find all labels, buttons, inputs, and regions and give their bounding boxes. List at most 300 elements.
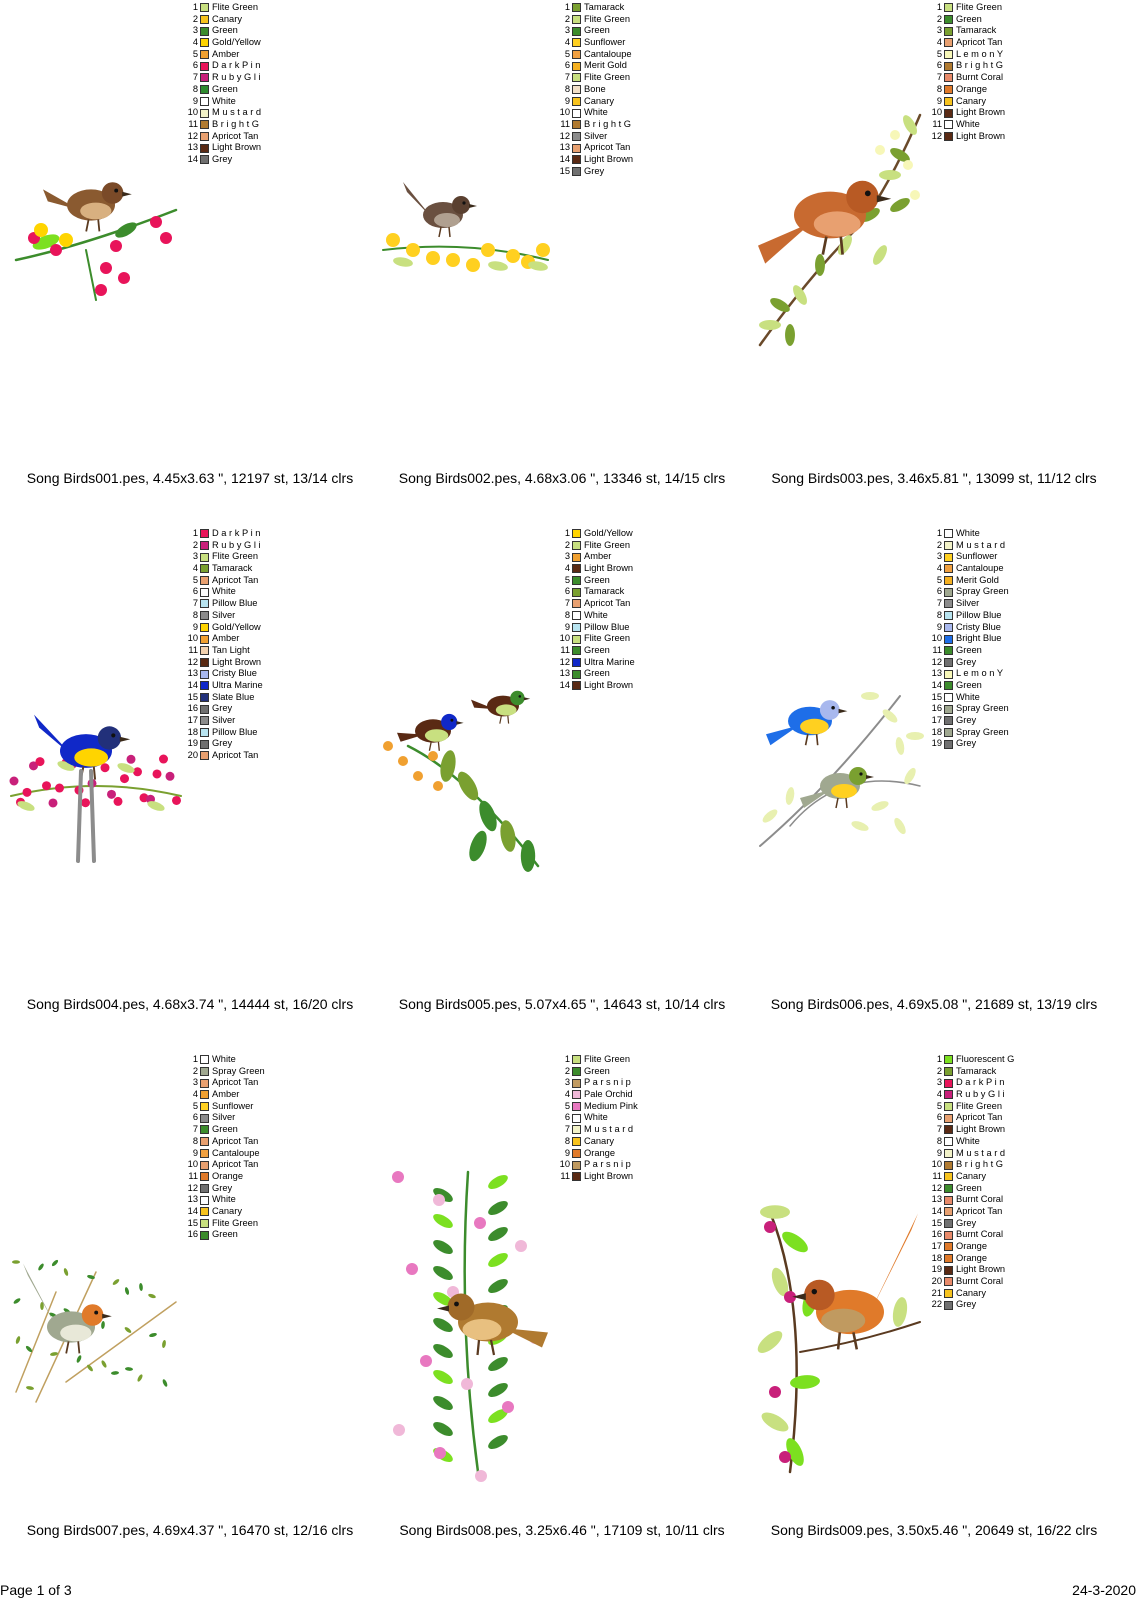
thread-color-name: Silver [212,715,236,725]
thread-color-name: Silver [212,609,236,620]
thread-color-name: Flite Green [584,633,630,644]
thread-color-name: Grey [956,656,977,667]
thread-color-item [558,1148,638,1160]
thread-color-item [930,1101,1014,1113]
leaf-shape [761,807,780,825]
thread-color-name: Green [956,13,982,24]
thread-number: 6 [564,1112,570,1123]
thread-color-item [930,551,1009,563]
thread-color-name: P a r s n i p [584,1077,631,1088]
thread-swatch [572,62,581,71]
thread-number: 12 [187,656,198,667]
thread-color-list [186,1054,265,1241]
thread-color-item [930,1288,1014,1300]
thread-color-name: Light Brown [584,153,634,164]
flower-shape [433,1194,445,1206]
thread-swatch [200,1184,209,1193]
thread-number: 8 [936,1135,942,1146]
thread-color-name: Green [212,83,238,94]
thread-swatch [944,85,953,94]
thread-swatch [200,705,209,714]
flower-shape [114,797,123,806]
thread-number: 6 [936,1112,942,1123]
thread-number: 16 [187,1229,198,1240]
thread-color-name: Sunflower [212,1100,254,1111]
thread-number: 5 [564,48,570,59]
flower-shape [160,232,172,244]
thread-swatch [944,658,953,667]
thread-color-name: Cantaloupe [212,1147,260,1158]
thread-color-item [186,1148,265,1160]
thread-swatch [572,623,581,632]
thread-number: 15 [559,165,570,176]
thread-color-name: Apricot Tan [584,598,631,609]
thread-number: 14 [187,1205,198,1216]
thread-number: 10 [931,633,942,644]
thread-color-name: M u s t a r d [956,539,1006,550]
bird-belly-shape [821,1309,865,1333]
thread-swatch [200,658,209,667]
thread-number: 4 [192,563,198,574]
thread-color-name: Pillow Blue [956,609,1002,620]
thread-color-name: B r i g h t G [956,60,1004,71]
thread-color-item [930,1112,1014,1124]
thread-color-name: Canary [956,95,986,106]
thread-color-name: Burnt Coral [956,1229,1004,1240]
design-cell [372,526,752,1062]
flower-shape [420,1355,432,1367]
thread-color-name: Green [584,644,610,655]
thread-color-item [930,645,1009,657]
bird-head-shape [820,700,840,720]
thread-number: 4 [192,37,198,48]
thread-swatch [572,1172,581,1181]
thread-color-item [558,633,635,645]
thread-color-item [558,1124,638,1136]
flower-shape [764,1221,776,1233]
thread-swatch [200,1172,209,1181]
thread-color-name: Canary [584,1135,614,1146]
flower-shape [875,145,885,155]
flower-shape [515,1240,527,1252]
thread-swatch [944,611,953,620]
thread-swatch [944,1067,953,1076]
thread-color-item [558,622,635,634]
embroidery-preview [750,1192,930,1482]
thread-color-name: Fluorescent G [956,1054,1015,1064]
thread-number: 12 [559,130,570,141]
thread-swatch [572,1149,581,1158]
thread-color-name: D a r k P i n [212,528,261,538]
thread-color-item [558,107,633,119]
thread-number: 2 [192,539,198,550]
thread-color-name: Spray Green [956,703,1009,714]
thread-color-item [930,1241,1014,1253]
thread-number: 12 [559,656,570,667]
thread-number: 1 [564,1054,570,1064]
thread-color-name: Flite Green [956,1100,1002,1111]
thread-color-name: Gold/Yellow [212,37,261,48]
thread-color-name: Tamarack [584,586,625,597]
leaf-shape [431,1263,455,1283]
branch-shape [86,250,96,300]
bird-legs-shape [86,219,99,231]
thread-color-item [930,1136,1014,1148]
thread-swatch [944,588,953,597]
flower-shape [434,1447,446,1459]
thread-number: 2 [564,13,570,24]
thread-number: 11 [188,1170,198,1181]
thread-number: 7 [192,1124,198,1135]
thread-number: 11 [932,644,942,655]
thread-color-item [186,37,261,49]
thread-swatch [572,132,581,141]
thread-swatch [572,611,581,620]
bird-figure [43,182,132,231]
thread-number: 11 [932,1170,942,1181]
thread-swatch [944,1266,953,1275]
design-cell [372,0,752,536]
thread-number: 2 [936,1065,942,1076]
thread-number: 16 [931,703,942,714]
thread-swatch [572,73,581,82]
leaf-shape [63,1268,69,1277]
thread-color-name: Grey [956,738,977,749]
thread-color-name: Pale Orchid [584,1089,633,1100]
thread-color-name: Green [584,25,610,36]
thread-color-name: Apricot Tan [212,750,259,761]
leaf-shape [51,1259,59,1267]
thread-color-item [186,750,263,762]
thread-swatch [572,120,581,129]
thread-number: 9 [936,621,942,632]
thread-color-name: Light Brown [212,142,262,153]
thread-color-name: Gold/Yellow [212,621,261,632]
thread-color-name: Grey [212,153,233,164]
thread-color-item [186,25,261,37]
thread-swatch [572,50,581,59]
thread-swatch [944,62,953,71]
thread-color-item [186,1218,265,1230]
thread-number: 6 [192,1112,198,1123]
thread-color-item [186,586,263,598]
thread-color-name: Spray Green [956,726,1009,737]
thread-color-name: Flite Green [584,13,630,24]
bird-beak-shape [469,204,477,208]
leaf-shape [789,1374,820,1390]
thread-color-item [558,563,635,575]
thread-swatch [944,109,953,118]
thread-swatch [200,62,209,71]
thread-color-name: Green [212,1229,238,1240]
thread-number: 18 [931,726,942,737]
flower-shape [502,1401,514,1413]
leaf-shape [892,816,908,836]
thread-swatch [200,541,209,550]
thread-swatch [944,1102,953,1111]
thread-swatch [944,1055,953,1064]
bird-beak-shape [120,737,130,742]
thread-color-item [930,84,1005,96]
thread-color-item [930,131,1005,143]
thread-number: 10 [559,107,570,118]
thread-color-item [558,680,635,692]
thread-color-item [558,657,635,669]
flower-shape [406,1263,418,1275]
bird-belly-shape [496,704,517,715]
thread-color-name: Amber [584,551,612,562]
thread-swatch [200,1219,209,1228]
flower-shape [428,751,438,761]
thread-number: 5 [936,48,942,59]
thread-color-name: Burnt Coral [956,1194,1004,1205]
thread-color-item [930,1124,1014,1136]
bird-head-shape [102,182,124,204]
thread-color-item [930,1183,1014,1195]
design-cell [0,0,380,536]
bird-head-shape [98,726,121,749]
thread-color-name: Orange [212,1170,244,1181]
thread-color-item [186,1194,265,1206]
design-caption: Song Birds005.pes, 5.07x4.65 ", 14643 st, 10/14 clrs [398,996,726,1012]
thread-color-name: Amber [212,633,240,644]
thread-swatch [944,564,953,573]
leaf-shape [101,1321,105,1329]
thread-color-name: Silver [956,598,980,609]
thread-number: 22 [931,1299,942,1310]
thread-swatch [944,120,953,129]
thread-color-name: Light Brown [584,563,634,574]
thread-swatch [944,1161,953,1170]
bird-eye-shape [831,706,835,710]
design-caption: Song Birds003.pes, 3.46x5.81 ", 13099 st, 11/12 clrs [771,470,1097,486]
thread-color-name: Light Brown [212,656,262,667]
leaf-shape [870,243,890,267]
leaf-shape [148,1293,157,1299]
leaf-shape [850,819,870,833]
bird-belly-shape [425,729,448,742]
bird-belly-shape [60,1325,91,1342]
design-caption: Song Birds006.pes, 4.69x5.08 ", 21689 st, 13/19 clrs [770,996,1098,1012]
bird-figure [471,691,530,724]
thread-number: 17 [931,715,942,725]
thread-number: 13 [559,142,570,153]
thread-swatch [200,693,209,702]
thread-color-item [558,1101,638,1113]
thread-color-item [930,727,1009,739]
thread-color-name: White [956,118,980,129]
thread-color-item [930,563,1009,575]
thread-number: 19 [931,738,942,749]
thread-swatch [200,588,209,597]
thread-color-item [186,610,263,622]
bird-legs-shape [500,716,509,724]
thread-swatch [200,27,209,36]
embroidery-preview [378,686,558,886]
thread-color-name: Green [584,574,610,585]
thread-color-item [558,72,633,84]
flower-shape [466,258,480,272]
thread-color-item [558,1159,638,1171]
thread-color-item [930,96,1005,108]
thread-color-name: Apricot Tan [956,1112,1003,1123]
thread-color-name: Pillow Blue [212,598,258,609]
thread-number: 10 [559,633,570,644]
flower-shape [903,160,913,170]
thread-color-list [558,528,635,692]
embroidery-preview [6,696,186,866]
thread-swatch [572,85,581,94]
thread-number: 2 [564,1065,570,1076]
thread-swatch [944,623,953,632]
thread-swatch [572,599,581,608]
leaf-shape [37,1263,45,1272]
thread-swatch [572,97,581,106]
leaf-shape [486,1432,510,1452]
flower-shape [36,757,45,766]
thread-color-item [186,49,261,61]
thread-color-item [930,1077,1014,1089]
bird-legs-shape [836,798,847,808]
thread-number: 10 [187,633,198,644]
thread-swatch [572,38,581,47]
thread-number: 7 [936,1124,942,1135]
thread-color-name: Green [584,1065,610,1076]
thread-number: 9 [936,95,942,106]
thread-color-item [558,25,633,37]
thread-color-name: Sunflower [956,551,998,562]
thread-color-name: White [584,609,608,620]
thread-number: 11 [188,644,198,655]
thread-number: 11 [188,118,198,129]
thread-color-name: White [956,528,980,538]
flower-shape [383,741,393,751]
thread-color-list [930,2,1005,142]
thread-swatch [572,564,581,573]
thread-color-name: Orange [956,83,988,94]
thread-number: 2 [192,1065,198,1076]
thread-color-name: D a r k P i n [956,1077,1005,1088]
thread-color-item [930,37,1005,49]
leaf-shape [466,829,490,864]
design-caption: Song Birds009.pes, 3.50x5.46 ", 20649 st, 16/22 clrs [770,1522,1098,1538]
bird-eye-shape [865,191,871,197]
thread-swatch [200,120,209,129]
thread-color-name: Apricot Tan [956,1205,1003,1216]
thread-color-item [930,2,1005,14]
flower-shape [159,755,168,764]
thread-color-item [186,727,263,739]
thread-color-item [186,1229,265,1241]
thread-number: 8 [564,1135,570,1146]
thread-swatch [572,1102,581,1111]
bird-belly-shape [831,784,857,798]
thread-number: 10 [187,1159,198,1170]
flower-shape [118,272,130,284]
thread-color-item [558,154,633,166]
thread-color-name: Spray Green [212,1065,265,1076]
thread-color-name: D a r k P i n [212,60,261,71]
thread-swatch [944,38,953,47]
bird-figure [800,767,874,808]
flower-shape [392,1171,404,1183]
thread-swatch [944,599,953,608]
thread-swatch [200,740,209,749]
thread-number: 3 [936,551,942,562]
thread-number: 13 [931,668,942,679]
thread-color-name: Amber [212,1089,240,1100]
thread-color-name: Burnt Coral [956,1276,1004,1287]
thread-number: 1 [564,2,570,12]
flower-shape [386,233,400,247]
leaf-shape [486,1198,510,1218]
thread-color-name: R u b y G l i [956,1089,1005,1100]
thread-swatch [944,1277,953,1286]
embroidery-preview [6,150,186,310]
thread-color-name: Canary [956,1170,986,1181]
flower-shape [42,781,51,790]
thread-color-item [186,598,263,610]
thread-color-item [930,1218,1014,1230]
thread-swatch [200,646,209,655]
bird-head-shape [804,1280,835,1311]
thread-color-name: Apricot Tan [212,1077,259,1088]
thread-color-item [930,528,1009,540]
thread-number: 20 [931,1276,942,1287]
thread-color-name: Orange [584,1147,616,1158]
thread-swatch [200,73,209,82]
thread-number: 14 [187,153,198,164]
thread-color-name: White [212,1054,236,1064]
thread-swatch [200,1090,209,1099]
thread-swatch [200,635,209,644]
leaf-shape [879,170,901,180]
thread-swatch [200,751,209,760]
flower-shape [406,243,420,257]
thread-color-item [930,1066,1014,1078]
thread-color-item [186,633,263,645]
bird-head-shape [510,691,524,705]
thread-number: 3 [192,1077,198,1088]
thread-color-item [930,14,1005,26]
thread-color-item [558,1112,638,1124]
thread-color-item [558,575,635,587]
thread-color-item [186,84,261,96]
thread-color-item [186,96,261,108]
thread-number: 6 [192,586,198,597]
thread-swatch [944,740,953,749]
thread-swatch [200,132,209,141]
bird-head-shape [846,181,878,213]
thread-color-item [186,154,261,166]
leaf-shape [906,732,924,740]
bird-eye-shape [812,1289,817,1294]
thread-number: 4 [564,37,570,48]
bird-eye-shape [111,733,115,737]
thread-color-list [930,528,1009,750]
thread-number: 9 [192,1147,198,1158]
thread-number: 14 [931,679,942,690]
bird-eye-shape [94,1311,98,1315]
flower-shape [81,798,90,807]
design-caption: Song Birds002.pes, 4.68x3.06 ", 13346 st, 14/15 clrs [398,470,726,486]
thread-swatch [572,1161,581,1170]
thread-color-name: Cantaloupe [584,48,632,59]
thread-color-item [930,668,1009,680]
thread-color-item [558,14,633,26]
leaf-shape [162,1379,169,1388]
thread-number: 8 [936,83,942,94]
